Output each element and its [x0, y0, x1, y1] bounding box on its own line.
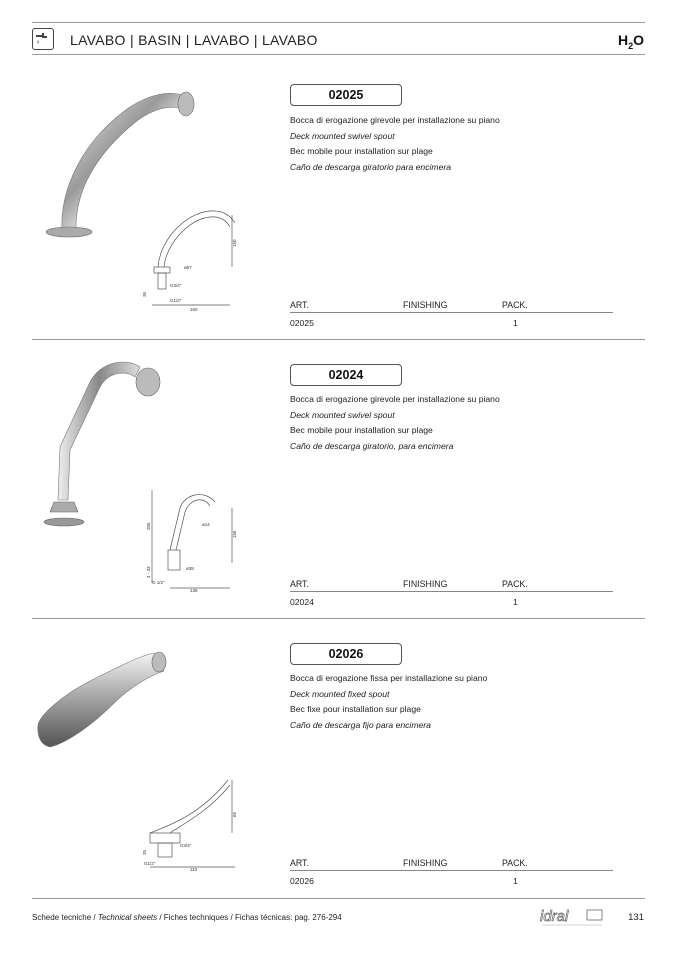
page-title: LAVABO | BASIN | LAVABO | LAVABO [70, 32, 318, 48]
svg-text:idral: idral [540, 908, 569, 925]
cell-pack: 1 [513, 318, 518, 328]
section-divider [32, 618, 645, 619]
section-divider [32, 339, 645, 340]
cell-pack: 1 [513, 876, 518, 886]
product-description: Bocca di erogazione fissa per installazione su piano Deck mounted fixed spout Bec fixe pour installation sur plage Caño de descarga fijo para encimera [290, 673, 488, 730]
product-code: 02024 [290, 364, 402, 386]
table-rule [290, 312, 613, 313]
column-header-finishing: FINISHING [403, 300, 448, 310]
product-description: Bocca di erogazione girevole per installazione su piano Deck mounted swivel spout Bec mobile pour installation sur plage Caño de descarga giratorio para encimera [290, 115, 500, 172]
footer-rule [32, 898, 645, 899]
svg-text:35: 35 [142, 849, 147, 855]
faucet-icon [32, 28, 54, 50]
column-header-finishing: FINISHING [403, 858, 448, 868]
svg-text:36: 36 [142, 291, 147, 297]
svg-text:ø14: ø14 [202, 522, 210, 527]
page-number: 131 [628, 912, 644, 923]
svg-text:150: 150 [232, 239, 237, 247]
svg-text:160: 160 [190, 307, 198, 312]
cell-pack: 1 [513, 597, 518, 607]
technical-drawing-02024 [140, 488, 250, 598]
idral-logo [540, 907, 606, 929]
svg-text:136: 136 [190, 588, 198, 593]
column-header-art: ART. [290, 579, 309, 589]
svg-text:205: 205 [146, 522, 151, 530]
header-top-rule [32, 22, 645, 23]
svg-text:156: 156 [232, 530, 237, 538]
technical-drawing-02025 [140, 205, 240, 315]
technical-drawing-02026 [140, 775, 240, 875]
table-rule [290, 870, 613, 871]
table-rule [290, 591, 613, 592]
column-header-pack: PACK. [502, 579, 528, 589]
svg-text:G1/2": G1/2" [170, 298, 182, 303]
svg-text:ø38: ø38 [186, 566, 194, 571]
cell-art: 02025 [290, 318, 314, 328]
header-bottom-rule [32, 54, 645, 55]
svg-text:G3/4": G3/4" [170, 283, 182, 288]
cell-art: 02024 [290, 597, 314, 607]
svg-text:G1/2": G1/2" [144, 861, 156, 866]
column-header-finishing: FINISHING [403, 579, 448, 589]
footer-reference: Schede tecniche / Technical sheets / Fiches techniques / Fichas técnicas: pag. 276-294 [32, 913, 342, 922]
svg-text:110: 110 [190, 867, 198, 872]
svg-text:4 - 33: 4 - 33 [146, 566, 151, 578]
column-header-art: ART. [290, 858, 309, 868]
product-code: 02025 [290, 84, 402, 106]
svg-text:ø57: ø57 [184, 265, 192, 270]
cell-art: 02026 [290, 876, 314, 886]
h2o-mark: $H_2O$ [617, 32, 644, 51]
svg-text:65: 65 [232, 811, 237, 817]
column-header-art: ART. [290, 300, 309, 310]
product-code: 02026 [290, 643, 402, 665]
svg-text:G3/4": G3/4" [180, 843, 192, 848]
column-header-pack: PACK. [502, 300, 528, 310]
spout-photo-02026 [32, 645, 172, 755]
svg-text:G 1/2": G 1/2" [152, 580, 165, 585]
column-header-pack: PACK. [502, 858, 528, 868]
product-description: Bocca di erogazione girevole per installazione su piano Deck mounted swivel spout Bec mobile pour installation sur plage Caño de descarga giratorio, para encimera [290, 394, 500, 451]
